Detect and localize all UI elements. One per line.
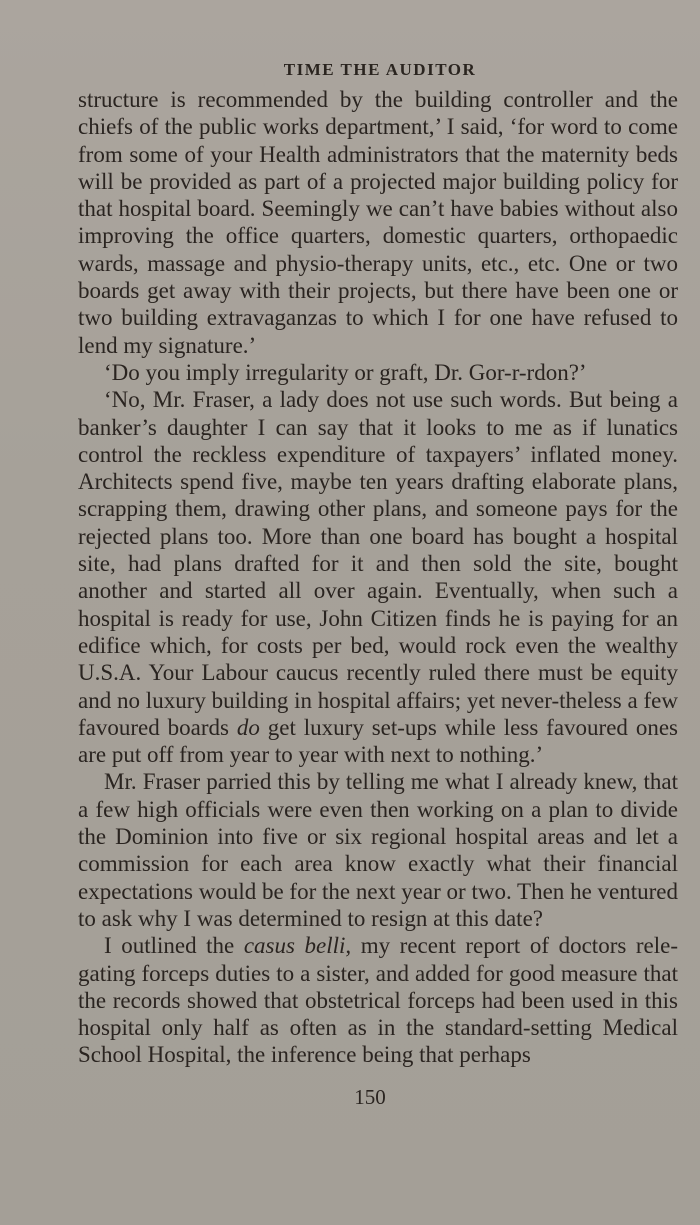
text-segment: Mr. Fraser parried this by telling me what I already knew, that a few high officials were even then working on a plan to divide the Dominion into five or six regional hospital areas and let a commission for each area know exactly what their financial expectations would be for the next year or two. Then he ventured to ask why I was determined to resign at this date? — [78, 769, 678, 931]
paragraph-2 — [78, 359, 678, 386]
paragraph-1 — [78, 86, 678, 359]
text-segment: ‘Do you imply irregularity or graft, Dr. Gor-r-rdon?’ — [104, 359, 587, 385]
body-text — [78, 86, 678, 1069]
running-head: TIME THE AUDITOR — [283, 60, 477, 79]
text-segment: my recent report of doctors rele-gating forceps duties to a sister, and added for good measure that the records showed that obstetrical forceps had been used in this hospital only half as often as in the standard-setting Medical School Hospital, the inference being that perhaps — [78, 933, 678, 1068]
paragraph-3 — [78, 386, 678, 768]
text-segment: I outlined the — [104, 933, 244, 959]
text-segment: structure is recommended by the building controller and the chiefs of the public works department,’ I said, ‘for word to come from some of your Health administrators that the maternity beds will be provided as part of a projected major building policy for that hospital board. Seemingly we can’t have babies without also improving the office quarters, domestic quarters, orthopaedic wards, massage and physio-therapy units, etc., etc. One or two boards get away with their projects, but there have been one or two building extravaganzas to which I for one have refused to lend my signature.’ — [78, 87, 678, 358]
text-segment: ‘No, Mr. Fraser, a lady does not use such words. But being a banker’s daughter I can say that it looks to me as if lunatics control the reckless expenditure of taxpayers’ inflated money. Architects spend five, maybe ten years drafting elaborate plans, scrapping them, drawing other plans, and someone pays for the rejected plans too. More than one board has bought a hospital site, had plans drafted for it and then sold the site, bought another and started all over again. Eventually, when such a hospital is ready for use, John Citizen finds he is paying for an edifice which, for costs per bed, would rock even the wealthy U.S.A. Your Labour caucus recently ruled there must be equity and no luxury building in hospital affairs; yet never-theless a few favoured boards — [78, 387, 678, 740]
paragraph-4 — [78, 768, 678, 932]
italic-latin-phrase: casus belli, — [243, 933, 352, 959]
paragraph-5 — [78, 932, 678, 1068]
page-number: 150 — [354, 1085, 386, 1109]
text-segment: get luxury set-ups while less favoured ones are put off from year to year with next to nothing.’ — [78, 714, 678, 768]
italic-emphasis: do — [236, 714, 260, 740]
